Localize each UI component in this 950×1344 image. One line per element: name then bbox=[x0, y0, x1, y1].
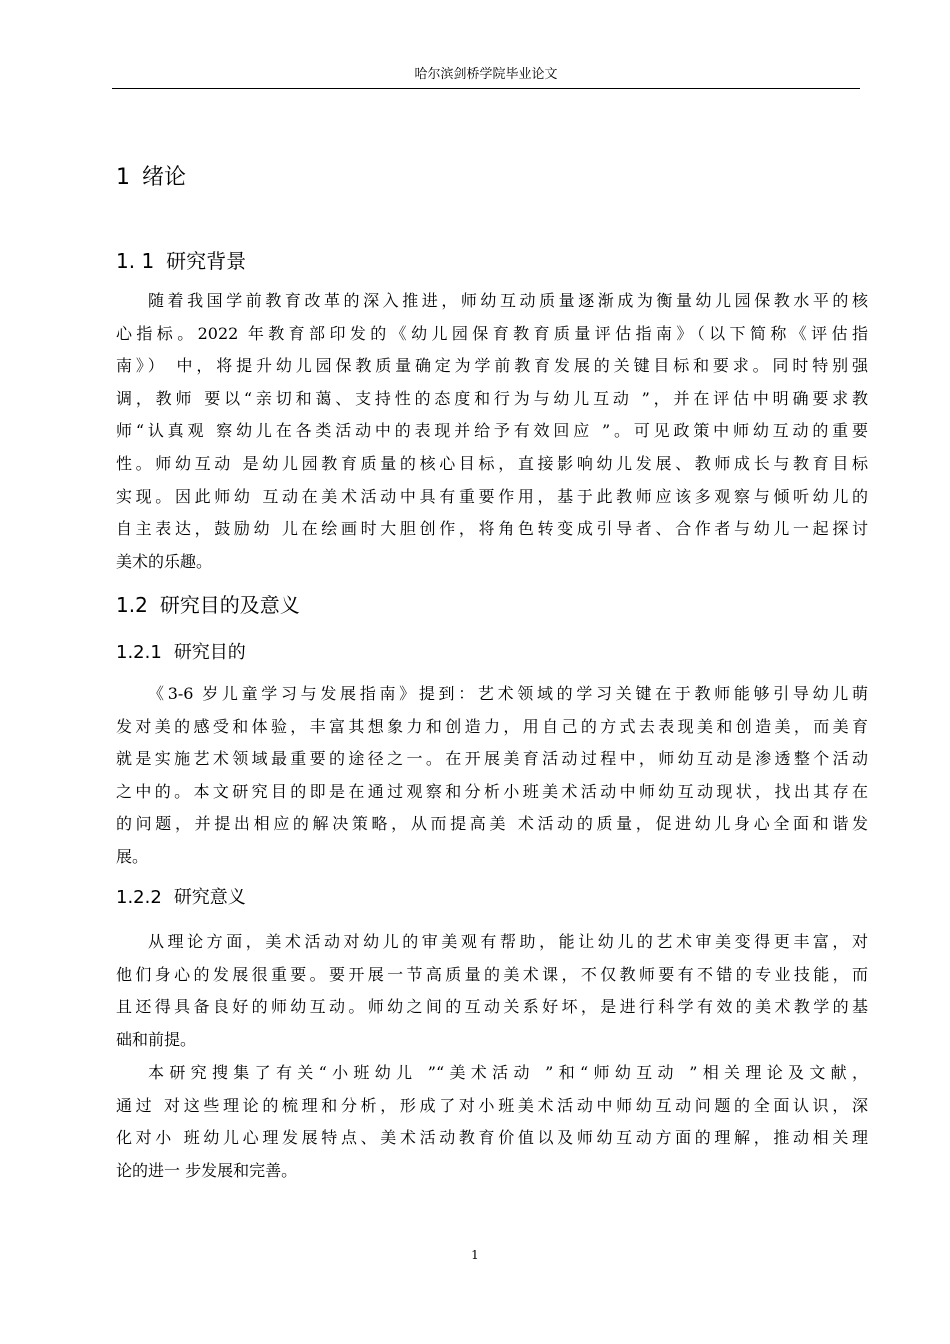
text-line: 的问题，并提出相应的解决策略，从而提高美 术活动的质量，促进幼儿身心全面和谐发 bbox=[116, 814, 868, 834]
paragraph-significance-theory bbox=[116, 926, 868, 1056]
text-line: 《3-6 岁儿童学习与发展指南》提到：艺术领域的学习关键在于教师能够引导幼儿萌 bbox=[148, 684, 868, 703]
text-line: 随着我国学前教育改革的深入推进，师幼互动质量逐渐成为衡量幼儿园保教水平的核 bbox=[148, 291, 868, 310]
chapter-heading bbox=[116, 163, 186, 193]
page-number: 1 bbox=[471, 1248, 479, 1262]
text-line: 通过 对这些理论的梳理和分析，形成了对小班美术活动中师幼互动问题的全面认识，深 bbox=[116, 1095, 868, 1115]
text-line: 他们身心的发展很重要。要开展一节高质量的美术课，不仅教师要有不错的专业技能，而 bbox=[116, 964, 868, 984]
text-line: 展。 bbox=[116, 846, 149, 866]
text-line: 心指标。2022 年教育部印发的《幼儿园保育教育质量评估指南》（以下简称《评估指 bbox=[116, 323, 868, 343]
section-heading-1-2 bbox=[116, 591, 300, 619]
text-line: 础和前提。 bbox=[116, 1029, 197, 1049]
subsection-title: 研究意义 bbox=[173, 887, 246, 908]
section-heading-1-1 bbox=[116, 247, 246, 275]
section-number: 1.2 bbox=[116, 593, 148, 617]
subsection-number: 1.2.1 bbox=[116, 642, 162, 663]
text-line: 美术的乐趣。 bbox=[116, 551, 213, 571]
text-line: 化对小 班幼儿心理发展特点、美术活动教育价值以及师幼互动方面的理解，推动相关理 bbox=[116, 1128, 868, 1148]
text-line: 性。师幼互动 是幼儿园教育质量的核心目标，直接影响幼儿发展、教师成长与教育目标 bbox=[116, 453, 868, 473]
text-line: 师“认真观 察幼儿在各类活动中的表现并给予有效回应 ”。可见政策中师幼互动的重要 bbox=[116, 421, 868, 441]
subsection-title: 研究目的 bbox=[173, 642, 246, 663]
section-title: 研究目的及意义 bbox=[159, 593, 300, 617]
paragraph-purpose bbox=[116, 678, 868, 874]
running-header: 哈尔滨剑桥学院毕业论文 bbox=[112, 62, 860, 89]
text-line: 南》） 中，将提升幼儿园保教质量确定为学前教育发展的关键目标和要求。同时特别强 bbox=[116, 356, 868, 376]
chapter-number: 1 bbox=[116, 165, 130, 190]
subsection-heading-1-2-1 bbox=[116, 640, 246, 666]
text-line: 论的进一 步发展和完善。 bbox=[116, 1160, 298, 1180]
paragraph-background bbox=[116, 285, 868, 578]
subsection-heading-1-2-2 bbox=[116, 885, 246, 911]
text-line: 调，教师 要以“亲切和蔼、支持性的态度和行为与幼儿互动 ”，并在评估中明确要求教 bbox=[116, 388, 868, 408]
section-number: 1. 1 bbox=[116, 249, 155, 273]
text-line: 发对美的感受和体验，丰富其想象力和创造力，用自己的方式去表现美和创造美，而美育 bbox=[116, 716, 868, 736]
chapter-title: 绪论 bbox=[142, 165, 187, 190]
text-line: 且还得具备良好的师幼互动。师幼之间的互动关系好坏，是进行科学有效的美术教学的基 bbox=[116, 997, 868, 1017]
text-line: 自主表达，鼓励幼 儿在绘画时大胆创作，将角色转变成引导者、合作者与幼儿一起探讨 bbox=[116, 519, 868, 539]
text-line: 从理论方面，美术活动对幼儿的审美观有帮助，能让幼儿的艺术审美变得更丰富，对 bbox=[148, 932, 868, 951]
subsection-number: 1.2.2 bbox=[116, 887, 162, 908]
text-line: 实现。因此师幼 互动在美术活动中具有重要作用，基于此教师应该多观察与倾听幼儿的 bbox=[116, 486, 868, 506]
section-title: 研究背景 bbox=[166, 249, 247, 273]
text-line: 本研究搜集了有关“小班幼儿 ”“美术活动 ”和“师幼互动 ”相关理论及文献， bbox=[148, 1063, 868, 1082]
paragraph-significance-research bbox=[116, 1057, 868, 1187]
text-line: 就是实施艺术领域最重要的途径之一。在开展美育活动过程中，师幼互动是渗透整个活动 bbox=[116, 749, 868, 769]
text-line: 之中的。本文研究目的即是在通过观察和分析小班美术活动中师幼互动现状，找出其存在 bbox=[116, 781, 868, 801]
